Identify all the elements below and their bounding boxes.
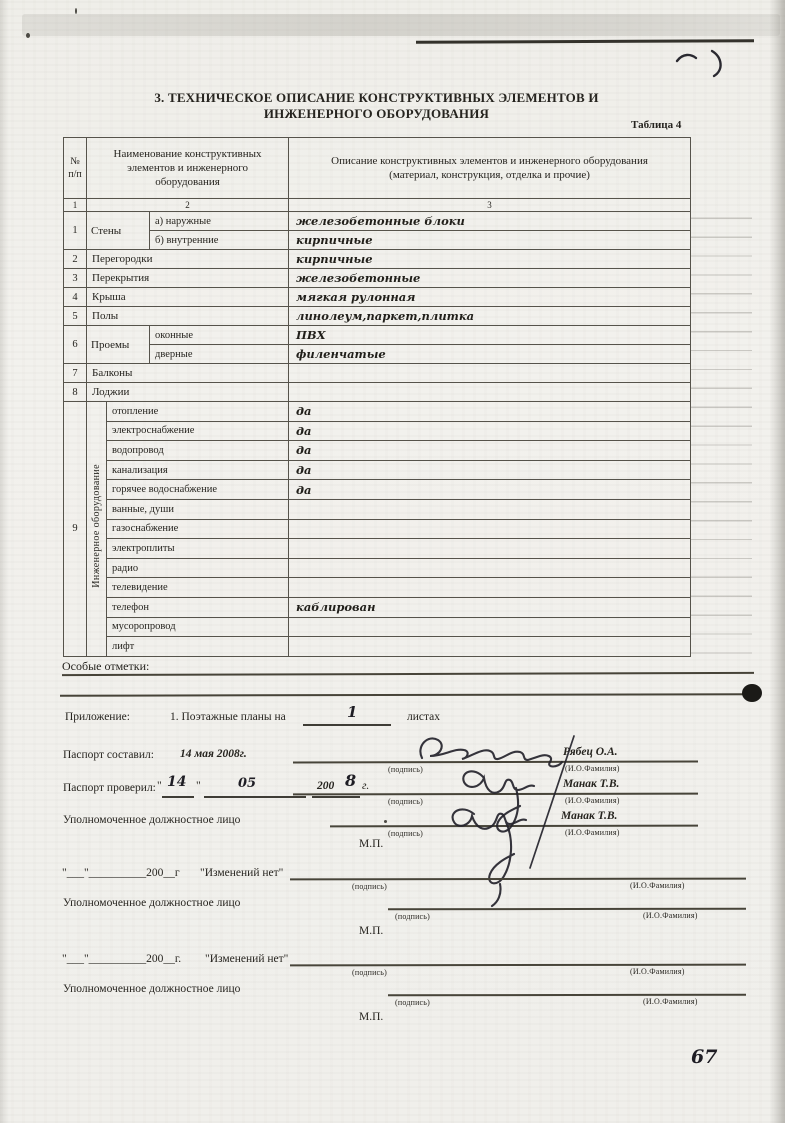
row6-sub1-cell: оконные bbox=[150, 326, 289, 345]
attachment-count-handwritten: 1 bbox=[347, 703, 358, 721]
table-row bbox=[64, 326, 691, 345]
eng-label-cell: электроплиты bbox=[107, 539, 289, 559]
row3-val-cell: железобетонные bbox=[289, 269, 691, 288]
hole-punch-mark bbox=[742, 684, 762, 702]
table-row bbox=[64, 578, 691, 598]
eng-val-cell bbox=[289, 637, 691, 657]
title-line-2: ИНЖЕНЕРНОГО ОБОРУДОВАНИЯ bbox=[263, 106, 490, 122]
row4-label-cell: Крыша bbox=[87, 288, 289, 307]
checked-month-handwritten: 05 bbox=[238, 776, 257, 791]
table-row bbox=[64, 288, 691, 307]
eng-label-cell: мусоропровод bbox=[107, 617, 289, 637]
eng-val-cell bbox=[289, 578, 691, 598]
table-row bbox=[64, 637, 691, 657]
mp-stamp-label: М.П. bbox=[359, 1011, 384, 1023]
row1-val2-cell: кирпичные bbox=[289, 231, 691, 250]
eng-label-cell: отопление bbox=[107, 402, 289, 422]
signature-official bbox=[453, 809, 526, 906]
row6-sub2-cell: дверные bbox=[150, 345, 289, 364]
year-prefix: 200 bbox=[317, 780, 335, 792]
eng-val-cell: да bbox=[289, 421, 691, 441]
table-row bbox=[64, 460, 691, 480]
header-num-cell: № п/п bbox=[64, 138, 87, 199]
scan-edge-shadow-left bbox=[0, 0, 9, 1123]
eng-label-cell: газоснабжение bbox=[107, 519, 289, 539]
row3-num-cell: 3 bbox=[64, 269, 87, 288]
compiled-name: Рябец О.А. bbox=[563, 746, 618, 758]
row1-val1-cell: железобетонные блоки bbox=[289, 212, 691, 231]
row2-label-cell: Перегородки bbox=[87, 250, 289, 269]
name-caption: (И.О.Фамилия) bbox=[565, 764, 620, 773]
eng-label-cell: электроснабжение bbox=[107, 421, 289, 441]
table-row bbox=[64, 421, 691, 441]
eng-label-cell: телевидение bbox=[107, 578, 289, 598]
scan-row-streaks bbox=[690, 200, 752, 656]
official-label: Уполномоченное должностное лицо bbox=[63, 897, 241, 909]
table-row bbox=[64, 519, 691, 539]
row8-val-cell bbox=[289, 383, 691, 402]
table-row bbox=[64, 345, 691, 364]
table-caption: Таблица 4 bbox=[631, 119, 682, 131]
eng-val-cell bbox=[289, 499, 691, 519]
construction-elements-table bbox=[63, 137, 691, 657]
row8-num-cell: 8 bbox=[64, 383, 87, 402]
row1-group-cell: Стены bbox=[87, 212, 150, 250]
eng-val-cell: да bbox=[289, 460, 691, 480]
no-changes-signature-line-2 bbox=[290, 964, 746, 966]
sign-caption: (подпись) bbox=[395, 912, 431, 921]
eng-val-cell: да bbox=[289, 441, 691, 461]
scan-dot-mark bbox=[384, 820, 387, 823]
sign-caption: (подпись) bbox=[395, 998, 431, 1007]
table-row bbox=[64, 364, 691, 383]
eng-val-cell: да bbox=[289, 480, 691, 500]
handwritten-signatures bbox=[388, 716, 620, 911]
eng-label-cell: канализация bbox=[107, 460, 289, 480]
checked-day-handwritten: 14 bbox=[167, 774, 187, 790]
table-row bbox=[64, 480, 691, 500]
table-row bbox=[64, 499, 691, 519]
row5-num-cell: 5 bbox=[64, 307, 87, 326]
name-caption: (И.О.Фамилия) bbox=[565, 796, 620, 805]
eng-label-cell: водопровод bbox=[107, 441, 289, 461]
compiled-date: 14 мая 2008г. bbox=[180, 748, 247, 760]
table-row bbox=[64, 402, 691, 422]
row4-num-cell: 4 bbox=[64, 288, 87, 307]
special-notes-label: Особые отметки: bbox=[62, 659, 150, 673]
table-row bbox=[64, 212, 691, 231]
table-row bbox=[64, 231, 691, 250]
numbering-col1: 1 bbox=[64, 199, 87, 212]
eng-label-cell: телефон bbox=[107, 597, 289, 617]
row6-group-cell: Проемы bbox=[87, 326, 150, 364]
name-caption: (И.О.Фамилия) bbox=[630, 881, 685, 890]
row5-label-cell: Полы bbox=[87, 307, 289, 326]
table-row bbox=[64, 441, 691, 461]
header-desc-cell: Описание конструктивных элементов и инженерного оборудования (материал, конструкция, отделка и прочие) bbox=[289, 138, 691, 199]
eng-label-cell: радио bbox=[107, 558, 289, 578]
table-row bbox=[64, 383, 691, 402]
quote-close: " bbox=[196, 780, 201, 792]
changes-date-blank: "___"__________200__г. bbox=[62, 953, 182, 965]
row3-label-cell: Перекрытия bbox=[87, 269, 289, 288]
title-line-1: 3. ТЕХНИЧЕСКОЕ ОПИСАНИЕ КОНСТРУКТИВНЫХ ЭЛЕМЕНТОВ И bbox=[154, 90, 599, 105]
mp-stamp-label: М.П. bbox=[359, 925, 384, 937]
eng-label-cell: ванные, души bbox=[107, 499, 289, 519]
page-title bbox=[63, 90, 690, 123]
corner-pen-mark-icon bbox=[672, 46, 734, 80]
row1-sub2-cell: б) внутренние bbox=[150, 231, 289, 250]
signature-compiled bbox=[420, 738, 562, 766]
table-row bbox=[64, 539, 691, 559]
eng-val-cell bbox=[289, 558, 691, 578]
eng-val-cell bbox=[289, 539, 691, 559]
day-underline bbox=[162, 796, 194, 798]
table-row bbox=[64, 617, 691, 637]
eng-val-cell: да bbox=[289, 402, 691, 422]
attachment-item: 1. Поэтажные планы на bbox=[170, 711, 286, 723]
eng-val-cell bbox=[289, 617, 691, 637]
table-row bbox=[64, 558, 691, 578]
name-caption: (И.О.Фамилия) bbox=[565, 828, 620, 837]
name-caption: (И.О.Фамилия) bbox=[643, 997, 698, 1006]
signature-slash-stroke bbox=[530, 736, 574, 868]
eng-label-cell: лифт bbox=[107, 637, 289, 657]
scan-dot-mark bbox=[26, 33, 30, 38]
row8-label-cell: Лоджии bbox=[87, 383, 289, 402]
attachment-suffix: листах bbox=[407, 711, 441, 723]
year-underline bbox=[312, 796, 360, 798]
sign-caption: (подпись) bbox=[352, 882, 388, 891]
row1-sub1-cell: а) наружные bbox=[150, 212, 289, 231]
scan-smudge-band bbox=[22, 14, 780, 36]
official-signature-line-2 bbox=[388, 908, 746, 910]
attachment-label: Приложение: bbox=[65, 711, 130, 723]
row7-num-cell: 7 bbox=[64, 364, 87, 383]
official-label: Уполномоченное должностное лицо bbox=[63, 983, 241, 995]
numbering-col2: 2 bbox=[87, 199, 289, 212]
sign-caption: (подпись) bbox=[352, 968, 388, 977]
table-row bbox=[64, 269, 691, 288]
row9-group-cell bbox=[87, 402, 107, 657]
eng-val-cell: каблирован bbox=[289, 597, 691, 617]
quote-open: " bbox=[157, 780, 162, 792]
name-caption: (И.О.Фамилия) bbox=[643, 911, 698, 920]
scan-top-line bbox=[416, 39, 754, 43]
no-changes-note: "Изменений нет" bbox=[200, 867, 284, 879]
row6-val1-cell: ПВХ bbox=[289, 326, 691, 345]
checked-label: Паспорт проверил: bbox=[63, 782, 156, 794]
row4-val-cell: мягкая рулонная bbox=[289, 288, 691, 307]
changes-date-blank: "___"__________200__г bbox=[62, 867, 180, 879]
engineering-equipment-vertical-label: Инженерное оборудование bbox=[91, 464, 102, 589]
page-number-handwritten: 67 bbox=[691, 1046, 718, 1068]
eng-val-cell bbox=[289, 519, 691, 539]
official-name: Манак Т.В. bbox=[561, 810, 618, 822]
row5-val-cell: линолеум,паркет,плитка bbox=[289, 307, 691, 326]
scan-tick-mark bbox=[75, 8, 77, 14]
year-suffix: г. bbox=[362, 780, 370, 792]
official-signature-line-3 bbox=[388, 994, 746, 996]
row7-label-cell: Балконы bbox=[87, 364, 289, 383]
row6-num-cell: 6 bbox=[64, 326, 87, 364]
table-row bbox=[64, 597, 691, 617]
row1-num-cell: 1 bbox=[64, 212, 87, 250]
mp-stamp-label: М.П. bbox=[359, 838, 384, 850]
special-notes-line-2 bbox=[60, 693, 746, 696]
month-underline bbox=[204, 796, 306, 798]
table-row bbox=[64, 307, 691, 326]
table-row bbox=[64, 250, 691, 269]
checked-year-handwritten: 8 bbox=[345, 771, 357, 790]
name-caption: (И.О.Фамилия) bbox=[630, 967, 685, 976]
row2-val-cell: кирпичные bbox=[289, 250, 691, 269]
row6-val2-cell: филенчатые bbox=[289, 345, 691, 364]
scan-edge-shadow-right bbox=[770, 0, 785, 1123]
header-name-cell: Наименование конструктивных элементов и инженерного оборудования bbox=[87, 138, 289, 199]
compiled-label: Паспорт составил: bbox=[63, 749, 154, 761]
special-notes-line-1 bbox=[62, 672, 754, 676]
attachment-count-underline bbox=[303, 724, 391, 726]
row9-num-cell: 9 bbox=[64, 402, 87, 657]
sign-caption: (подпись) bbox=[388, 765, 424, 774]
row7-val-cell bbox=[289, 364, 691, 383]
checked-name: Манак Т.В. bbox=[563, 778, 620, 790]
no-changes-note: "Изменений нет" bbox=[205, 953, 289, 965]
eng-label-cell: горячее водоснабжение bbox=[107, 480, 289, 500]
sign-caption: (подпись) bbox=[388, 829, 424, 838]
official-label: Уполномоченное должностное лицо bbox=[63, 814, 241, 826]
sign-caption: (подпись) bbox=[388, 797, 424, 806]
numbering-col3: 3 bbox=[289, 199, 691, 212]
row2-num-cell: 2 bbox=[64, 250, 87, 269]
